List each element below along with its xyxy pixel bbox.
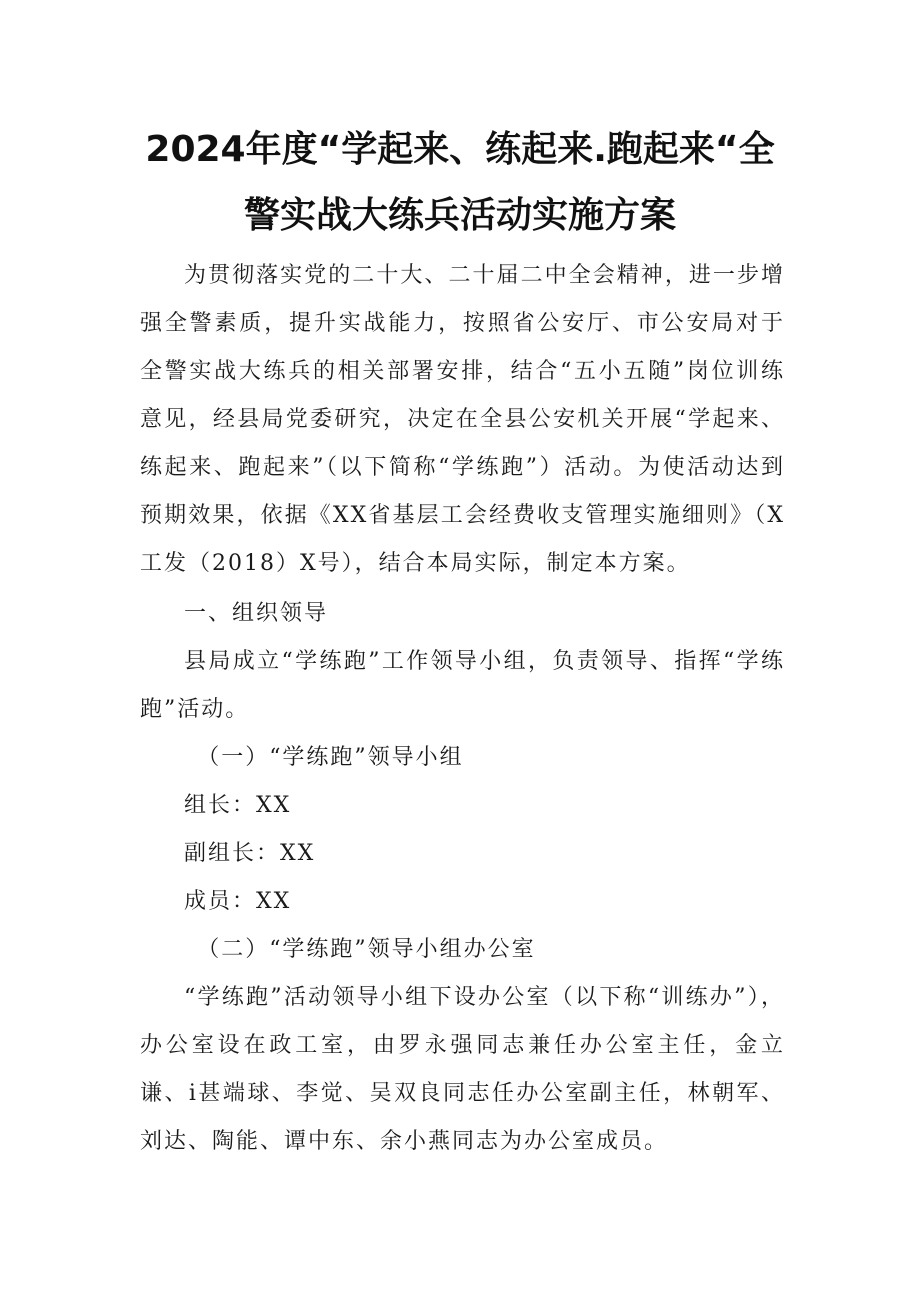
leader-line: 组长：XX [184, 793, 292, 818]
document-title-line-2: 警实战大练兵活动实施方案 [243, 195, 676, 236]
document-title-line-1: 2024年度“学起来、练起来.跑起来“全 [145, 129, 775, 170]
deputy-leader-line: 副组长：XX [184, 841, 316, 866]
intro-paragraph: 为贯彻落实党的二十大、二十届二中全会精神，进一步增强全警素质，提升实战能力，按照省公安厅、市公安局对于全警实战大练兵的相关部署安排，结合“五小五随”岗位训练意见，经县局党委研究，决定在全县公安机关开展“学起来、练起来、跑起来”（以下简称“学练跑”）活动。为使活动达到预期效果，依据《XX省基层工会经费收支管理实施细则》（X工发（2018）X号），结合本局实际，制定本方案。 [140, 263, 785, 576]
section-intro-paragraph: 县局成立“学练跑”工作领导小组，负责领导、指挥“学练跑”活动。 [140, 649, 785, 722]
members-line: 成员：XX [184, 889, 292, 914]
section-heading-organization: 一、组织领导 [184, 601, 329, 626]
subsection-heading-office: （二）“学练跑”领导小组办公室 [197, 937, 536, 962]
office-paragraph: “学练跑”活动领导小组下设办公室（以下称“训练办”），办公室设在政工室，由罗永强同志兼任办公室主任，金立谦、i甚端球、李觉、吴双良同志任办公室副主任，林朝军、刘达、陶能、谭中东、余小燕同志为办公室成员。 [140, 985, 785, 1154]
subsection-heading-leading-group: （一）“学练跑”领导小组 [197, 745, 464, 770]
